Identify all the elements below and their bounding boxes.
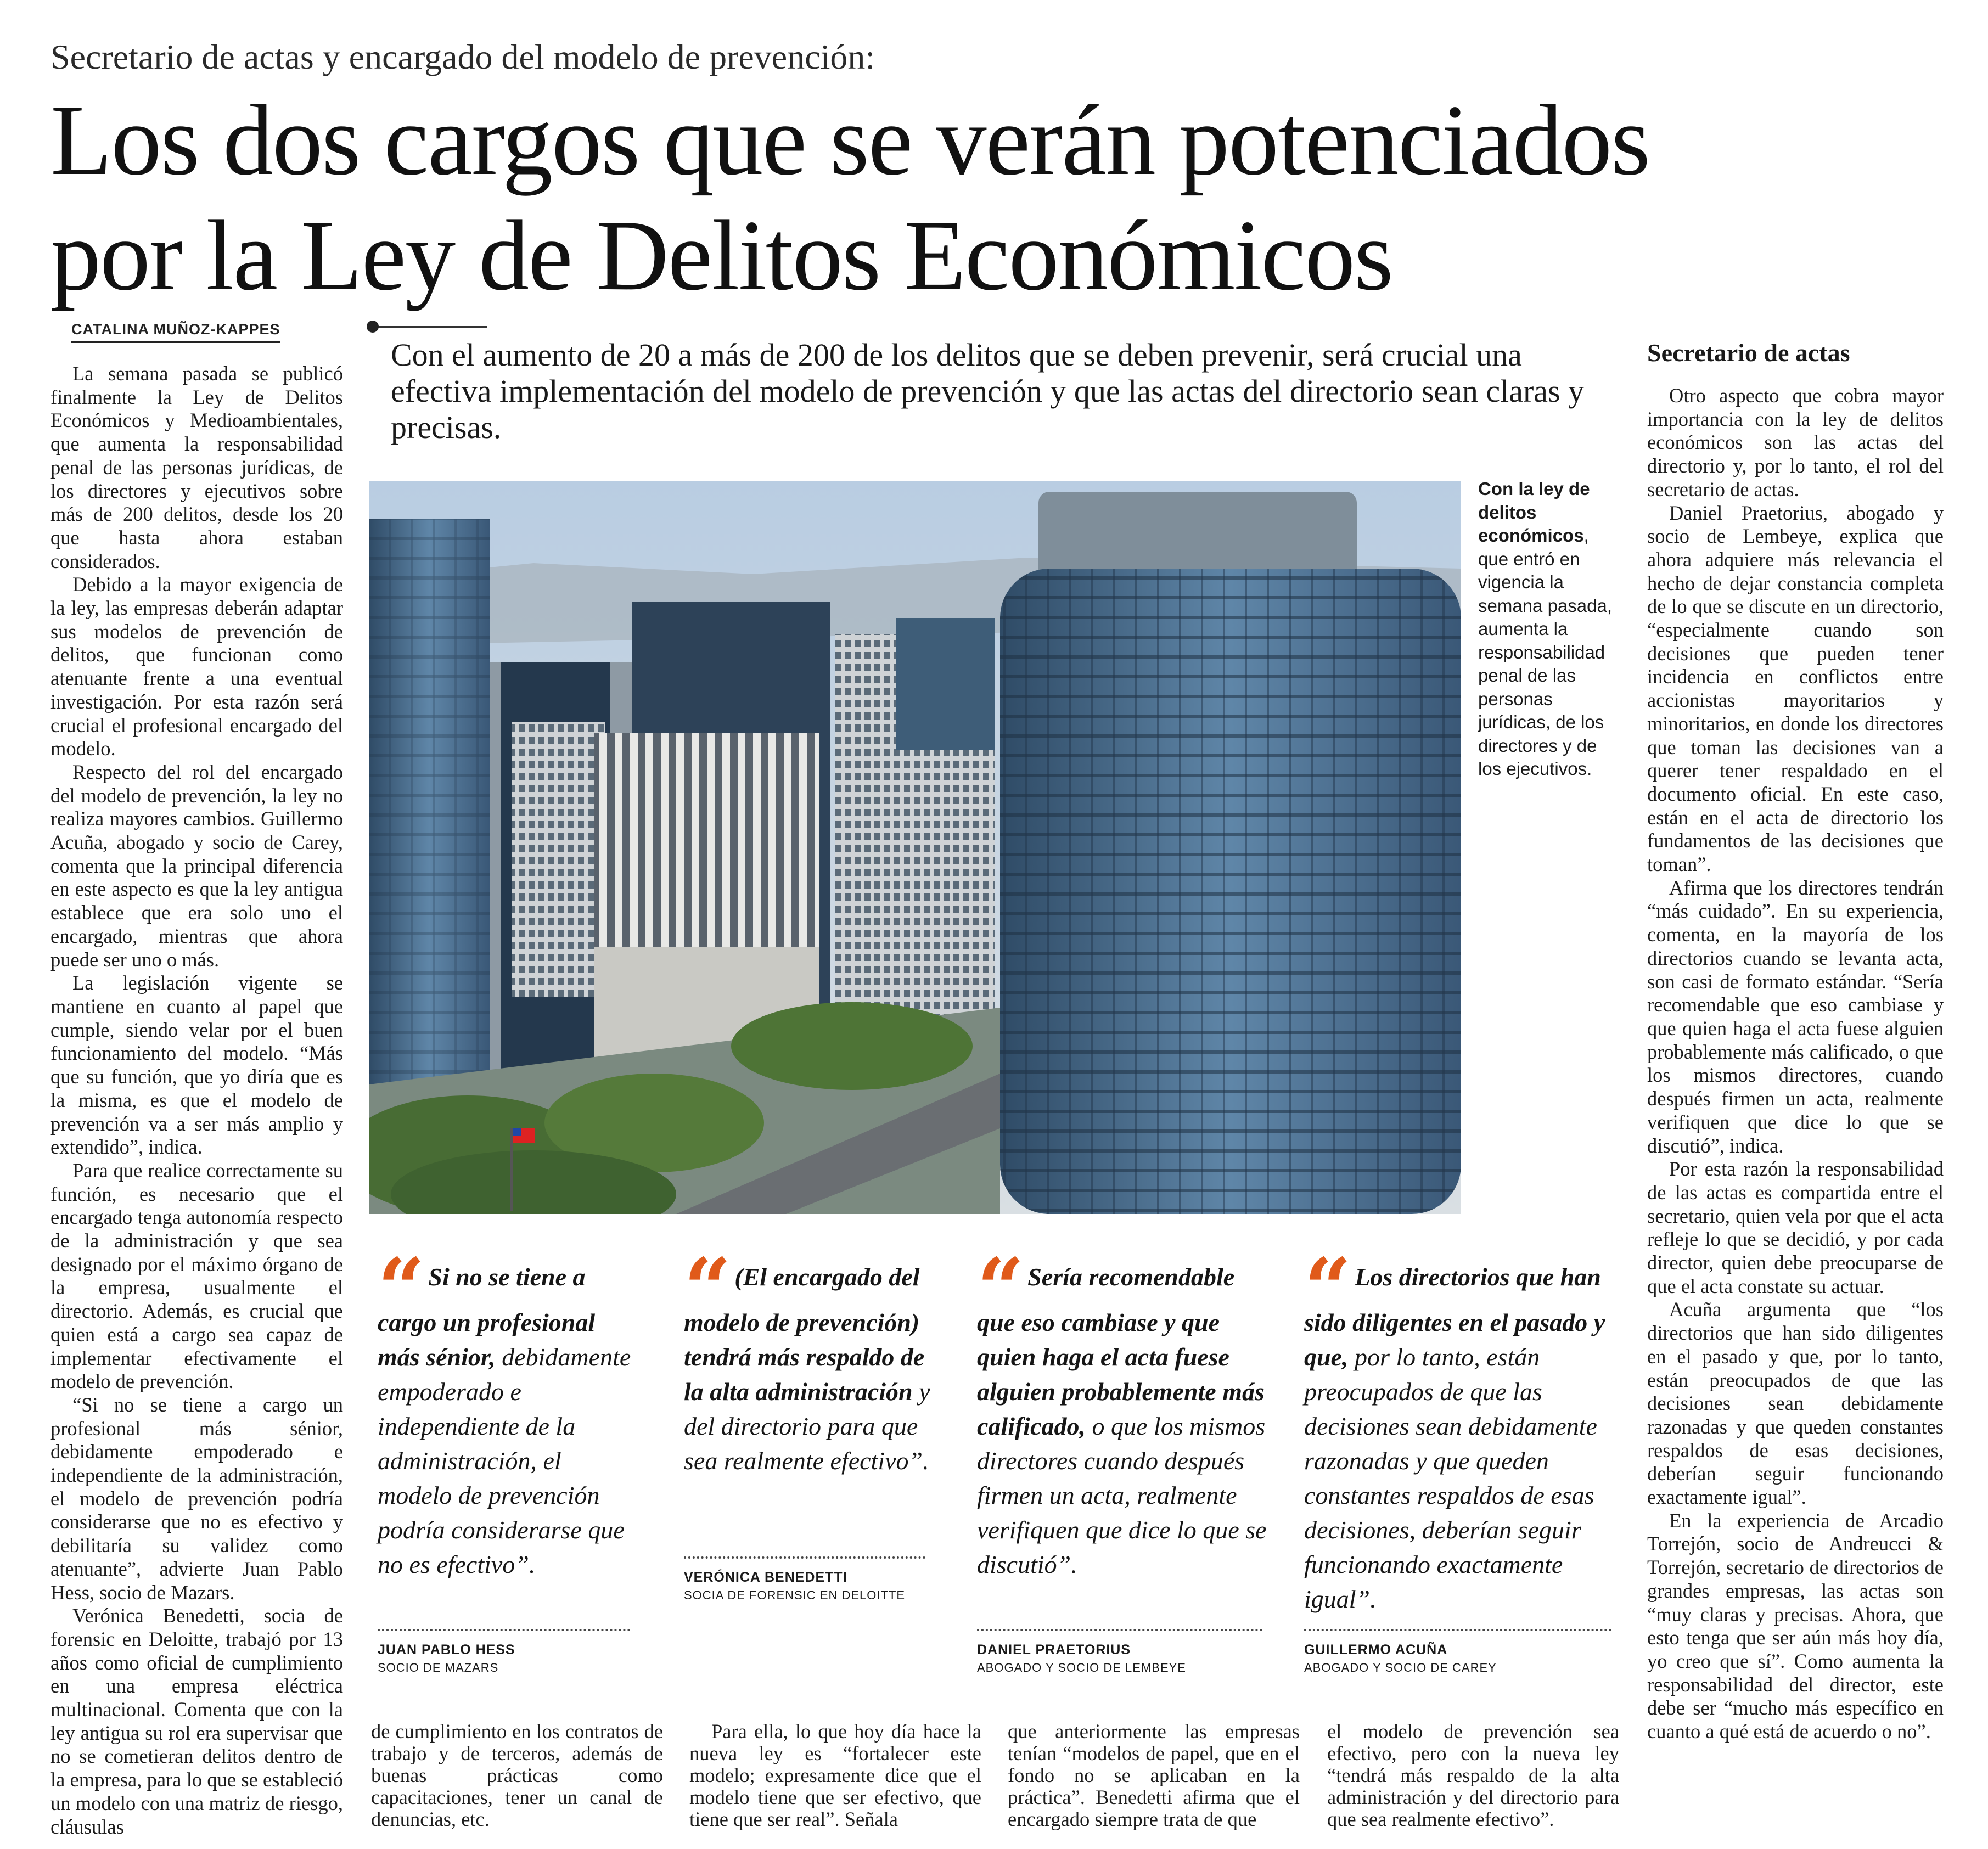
quote-author: GUILLERMO ACUÑA [1304,1642,1448,1657]
quote-mark-icon: “ [684,1240,732,1337]
right-paragraph: Acuña argumenta que “los directorios que han sido diligentes en el pasado y que, por lo tanto, están preocupados de que las decisiones sean debidamente razonadas y que queden constantes respaldos de esas decisiones, deberían seguir funcionando exactamente igual”. [1647,1298,1944,1509]
right-column [1647,384,1944,1744]
quote-text: y del directorio para que sea realmente efectivo”. [684,1378,930,1475]
quote-divider [1304,1629,1611,1631]
quote-mark-icon: “ [977,1240,1025,1337]
kicker: Secretario de actas y encargado del modelo de prevención: [50,37,875,76]
right-paragraph: Otro aspecto que cobra mayor importancia con la ley de delitos económicos son las actas del directorio y, por lo tanto, el rol del secretario de actas. [1647,384,1944,501]
left-paragraph: Debido a la mayor exigencia de la ley, las empresas deberán adaptar sus modelos de prevención de delitos, que funcionan como atenuante frente a una eventual investigación. Por esta razón será crucial el profesional encargado del modelo. [50,573,343,760]
city-skyline-photo [369,481,1461,1214]
quote-bold: Los directorios que han sido diligentes en el pasado y que, [1304,1263,1605,1371]
left-paragraph: La semana pasada se publicó finalmente la Ley de Delitos Económicos y Medioambientales, que aumenta la responsabilidad penal de las personas jurídicas, de los directores y ejecutivos sobre más de 200 delitos, desde los 20 que hasta ahora estaban considerados. [50,362,343,572]
bottom-column [1327,1721,1619,1830]
pull-quote [684,1240,931,1478]
quote-author-role: SOCIO DE MAZARS [378,1661,499,1674]
bottom-column [371,1721,663,1830]
quote-author: VERÓNICA BENEDETTI [684,1570,847,1585]
quote-author: JUAN PABLO HESS [378,1642,515,1657]
right-paragraph: En la experiencia de Arcadio Torrejón, socio de Andreucci & Torrejón, secretario de directorios de grandes empresas, las actas son “muy claras y precisas. Ahora, que esto tenga que ser aún más hoy día, yo creo que sí”. Como aumenta la responsabilidad del director, este debe ser “mucho más específico en cuanto a qué está de acuerdo o no”. [1647,1509,1944,1743]
bottom-column [689,1721,981,1830]
bottom-paragraph: que anteriormente las empresas tenían “modelos de papel, que en el fondo no se aplicaban en la práctica”. Benedetti afirma que el encargado siempre trata de que [1008,1720,1300,1830]
skyline-illustration [369,481,1461,1214]
pull-quote [977,1240,1268,1582]
byline: CATALINA MUÑOZ-KAPPES [71,321,280,343]
quote-divider [684,1556,925,1559]
quote-bold: Si no se tiene a cargo un profesional más sénior, [378,1263,596,1371]
quote-author-role: SOCIA DE FORENSIC EN DELOITTE [684,1588,906,1602]
right-paragraph: Daniel Praetorius, abogado y socio de Lembeye, explica que ahora adquiere más relevancia el hecho de dejar constancia completa de lo que se discute en un directorio, “especialmente cuando son decisiones que pueden tener incidencia en conflictos entre accionistas mayoritarios y minoritarios, en donde los directores que toman las decisiones van a querer tener respaldado en el documento oficial. En este caso, están en el acta de directorio los fundamentos de las decisiones que toman”. [1647,501,1944,876]
left-paragraph: La legislación vigente se mantiene en cuanto al papel que cumple, siendo velar por el buen funcionamiento del modelo. “Más que su función, que yo diría que es la misma, es que el modelo de prevención va a ser más amplio y extendido”, indica. [50,971,343,1159]
quote-text: por lo tanto, están preocupados de que las decisiones sean debidamente razonadas y que queden constantes respaldos de esas decisiones, deberían seguir funcionando exactamente igual”. [1304,1343,1597,1613]
lead-bullet [367,321,379,333]
lead-rule [367,326,487,328]
quote-bold: Sería recomendable que eso cambiase y que quien haga el acta fuese alguien probablemente más calificado, [977,1263,1265,1440]
quote-divider [378,1629,630,1631]
photo-caption [1478,477,1615,781]
left-paragraph: Verónica Benedetti, socia de forensic en Deloitte, trabajó por 13 años como oficial de cumplimiento en una empresa eléctrica multinacional. Comenta que con la ley antigua su rol era supervisar que no se cometieran delitos dentro de la empresa, para lo que se estableció un modelo con una matriz de riesgo, cláusulas [50,1604,343,1838]
quote-bold: (El encargado del modelo de prevención) tendrá más respaldo de la alta administración [684,1263,925,1406]
quote-text: o que los mismos directores cuando después firmen un acta, realmente verifiquen que dice lo que se discutió”. [977,1412,1267,1578]
headline-line-2: por la Ley de Delitos Económicos [50,199,1392,311]
left-column [50,362,343,1839]
quote-author-role: ABOGADO Y SOCIO DE LEMBEYE [977,1661,1186,1674]
left-paragraph: “Si no se tiene a cargo un profesional más sénior, debidamente empoderado e independiente de la administración, el modelo de prevención podría considerarse que no es efectivo y debilitaría su validez como atenuante”, advierte Juan Pablo Hess, socio de Mazars. [50,1393,343,1604]
pull-quote [1304,1240,1617,1616]
quote-divider [977,1629,1262,1631]
bottom-paragraph: el modelo de prevención sea efectivo, pero con la nueva ley “tendrá más respaldo de la alta administración y del directorio para que sea realmente efectivo”. [1327,1720,1619,1830]
bottom-paragraph: de cumplimiento en los contratos de trabajo y de terceros, además de buenas prácticas como capacitaciones, tener un canal de denuncias, etc. [371,1720,663,1830]
left-paragraph: Respecto del rol del encargado del modelo de prevención, la ley no realiza mayores cambios. Guillermo Acuña, abogado y socio de Carey, comenta que la principal diferencia en este aspecto es que la ley antigua establece que era solo uno el encargado, mientras que ahora puede ser uno o más. [50,760,343,971]
caption-bold: Con la ley de delitos económicos [1478,479,1590,546]
quote-author: DANIEL PRAETORIUS [977,1642,1131,1657]
left-paragraph: Para que realice correctamente su función, es necesario que el encargado tenga autonomía respecto de la administración y que sea designado por el máximo órgano de la empresa, usualmente el directorio. Además, es crucial que quien está a cargo sea capaz de implementar efectivamente el modelo de prevención. [50,1159,343,1393]
lead-summary: Con el aumento de 20 a más de 200 de los delitos que se deben prevenir, será crucial una efectiva implementación del modelo de prevención y que las actas del directorio sean claras y precisas. [391,337,1585,445]
quote-text: debidamente empoderado e independiente de la administración, el modelo de prevención podría considerarse que no es efectivo”. [378,1343,631,1578]
right-paragraph: Afirma que los directores tendrán “más cuidado”. En su experiencia, comenta, en la mayoría de los directorios cuando se levanta acta, son casi de formato estándar. “Sería recomendable que eso cambiase y que quien haga el acta fuese alguien probablemente más calificado, o que los mismos directores, cuando después firmen un acta, realmente verifiquen que dice lo que se discutió”, indica. [1647,876,1944,1157]
headline [50,82,1917,313]
pull-quote [378,1240,636,1582]
headline-line-1: Los dos cargos que se verán potenciados [50,84,1649,196]
quote-mark-icon: “ [378,1240,425,1337]
quote-author-role: ABOGADO Y SOCIO DE CAREY [1304,1661,1497,1674]
quote-mark-icon: “ [1304,1240,1352,1337]
bottom-column [1008,1721,1300,1830]
right-paragraph: Por esta razón la responsabilidad de las actas es compartida entre el secretario, quien vela por que el acta refleje lo que se decidió, y por cada director, quien debe preocuparse de que el acta constate su actuar. [1647,1157,1944,1297]
bottom-paragraph: Para ella, lo que hoy día hace la nueva ley es “fortalecer este modelo; expresamente dice que el modelo tiene que ser efectivo, que tiene que ser real”. Señala [689,1720,981,1830]
section-heading: Secretario de actas [1647,339,1850,367]
caption-text: , que entró en vigencia la semana pasada, aumenta la responsabilidad penal de las personas jurídicas, de los directores y de los ejecutivos. [1478,525,1613,779]
